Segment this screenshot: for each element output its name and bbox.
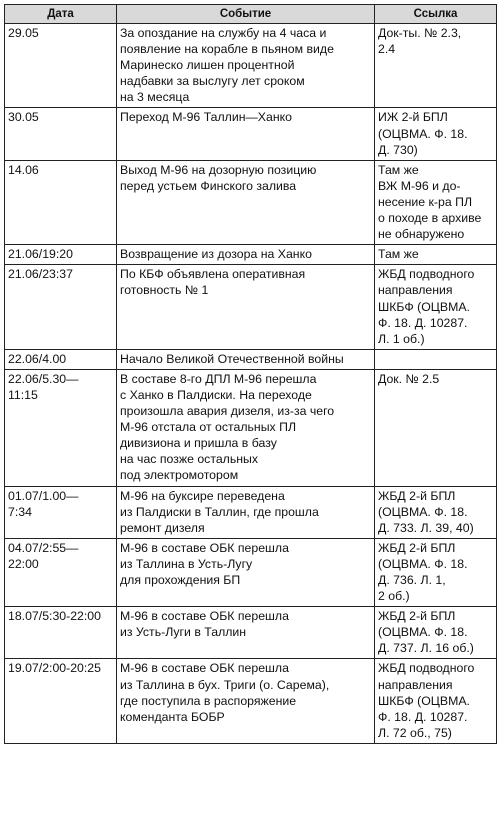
cell-event: Начало Великой Отечественной войны (117, 349, 375, 369)
cell-date: 22.06/4.00 (5, 349, 117, 369)
column-header-reference: Ссылка (375, 5, 497, 24)
cell-date: 30.05 (5, 108, 117, 160)
cell-reference: ЖБД 2-й БПЛ (ОЦВМА. Ф. 18. Д. 736. Л. 1, 2 об.) (375, 538, 497, 606)
column-header-event: Событие (117, 5, 375, 24)
cell-event: М-96 на буксире переведена из Палдиски в Таллин, где прошла ремонт дизеля (117, 486, 375, 538)
cell-event: В составе 8-го ДПЛ М-96 перешла с Ханко в Палдиски. На переходе произошла авария дизеля, из-за чего М-96 отстала от остальных ПЛ дивизиона и пришла в базу на час позже остальных под электромотором (117, 369, 375, 486)
table-row (5, 265, 497, 349)
cell-reference: ЖБД 2-й БПЛ (ОЦВМА. Ф. 18. Д. 737. Л. 16 об.) (375, 607, 497, 659)
cell-reference (375, 349, 497, 369)
cell-reference: Там же (375, 245, 497, 265)
table-row (5, 160, 497, 244)
table-row (5, 486, 497, 538)
cell-date: 22.06/5.30— 11:15 (5, 369, 117, 486)
table-row (5, 24, 497, 108)
table-header-row (5, 5, 497, 24)
table-row (5, 349, 497, 369)
cell-reference: ИЖ 2-й БПЛ (ОЦВМА. Ф. 18. Д. 730) (375, 108, 497, 160)
cell-event: М-96 в составе ОБК перешла из Таллина в Усть-Лугу для прохождения БП (117, 538, 375, 606)
table-row (5, 538, 497, 606)
cell-event: Выход М-96 на дозорную позицию перед устьем Финского залива (117, 160, 375, 244)
cell-date: 29.05 (5, 24, 117, 108)
cell-date: 18.07/5:30-22:00 (5, 607, 117, 659)
cell-event: По КБФ объявлена оперативная готовность № 1 (117, 265, 375, 349)
table-row (5, 607, 497, 659)
cell-reference: Док-ты. № 2.3, 2.4 (375, 24, 497, 108)
cell-event: За опоздание на службу на 4 часа и появление на корабле в пьяном виде Маринеско лишен процентной надбавки за выслугу лет сроком на 3 месяца (117, 24, 375, 108)
chronology-table (4, 4, 497, 744)
cell-reference: ЖБД подводного направления ШКБФ (ОЦВМА. Ф. 18. Д. 10287. Л. 72 об., 75) (375, 659, 497, 743)
table-row (5, 369, 497, 486)
cell-date: 21.06/19:20 (5, 245, 117, 265)
cell-event: Переход М-96 Таллин—Ханко (117, 108, 375, 160)
table-row (5, 245, 497, 265)
table-row (5, 108, 497, 160)
cell-date: 21.06/23:37 (5, 265, 117, 349)
column-header-date: Дата (5, 5, 117, 24)
cell-event: Возвращение из дозора на Ханко (117, 245, 375, 265)
cell-reference: Там же ВЖ М-96 и до- несение к-ра ПЛ о походе в архиве не обнаружено (375, 160, 497, 244)
cell-reference: ЖБД подводного направления ШКБФ (ОЦВМА. Ф. 18. Д. 10287. Л. 1 об.) (375, 265, 497, 349)
cell-reference: ЖБД 2-й БПЛ (ОЦВМА. Ф. 18. Д. 733. Л. 39, 40) (375, 486, 497, 538)
cell-date: 14.06 (5, 160, 117, 244)
cell-date: 19.07/2:00-20:25 (5, 659, 117, 743)
cell-reference: Док. № 2.5 (375, 369, 497, 486)
cell-event: М-96 в составе ОБК перешла из Усть-Луги в Таллин (117, 607, 375, 659)
chronology-table-container (4, 4, 496, 744)
cell-event: М-96 в составе ОБК перешла из Таллина в бух. Триги (о. Сарема), где поступила в распоряжение коменданта БОБР (117, 659, 375, 743)
cell-date: 01.07/1.00— 7:34 (5, 486, 117, 538)
table-row (5, 659, 497, 743)
cell-date: 04.07/2:55— 22:00 (5, 538, 117, 606)
